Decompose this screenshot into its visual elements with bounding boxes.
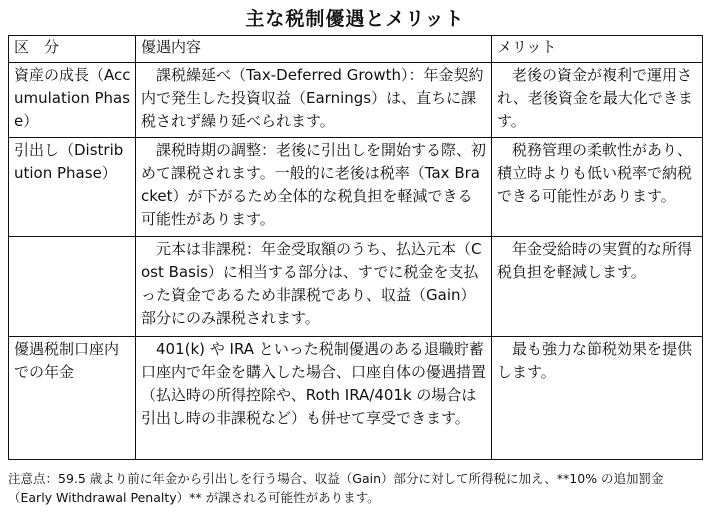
document-title: 主な税制優遇とメリット [245, 8, 465, 30]
table-row [9, 138, 703, 237]
footnote: 注意点：59.5 歳より前に年金から引出しを行う場合、収益（Gain）部分に対して所得税に加え、**10% の追加罰金（Early Withdrawal Penalty）** が課される可能性があります。 [8, 471, 664, 505]
row-category: 資産の成長（Accumulation Phase） [9, 63, 136, 138]
row-merit: 年金受給時の実質的な所得税負担を軽減します。 [492, 237, 703, 337]
row-content: 元本は非課税：年金受取額のうち、払込元本（Cost Basis）に相当する部分は、すでに税金を支払った資金であるため非課税であり、収益（Gain）部分にのみ課税されます。 [136, 237, 492, 337]
row-category: 引出し（Distribution Phase） [9, 138, 136, 237]
row-merit: 老後の資金が複利で運用され、老後資金を最大化できます。 [492, 63, 703, 138]
row-content: 課税時期の調整：老後に引出しを開始する際、初めて課税されます。一般的に老後は税率（Tax Bracket）が下がるため全体的な税負担を軽減できる可能性があります。 [136, 138, 492, 237]
header-content: 優遇内容 [136, 36, 492, 63]
table-row [9, 237, 703, 337]
table-row [9, 63, 703, 138]
header-category: 区 分 [9, 36, 136, 63]
row-category: 優遇税制口座内での年金 [9, 337, 136, 460]
row-content: 401(k) や IRA といった税制優遇のある退職貯蓄口座内で年金を購入した場合、口座自体の優遇措置（払込時の所得控除や、Roth IRA/401k の場合は引出し時の非課税など）も併せて享受できます。 [136, 337, 492, 460]
tax-benefits-table [8, 35, 703, 460]
row-merit: 税務管理の柔軟性があり、積立時よりも低い税率で納税できる可能性があります。 [492, 138, 703, 237]
row-content: 課税繰延べ（Tax-Deferred Growth）：年金契約内で発生した投資収益（Earnings）は、直ちに課税されず繰り延べられます。 [136, 63, 492, 138]
row-merit: 最も強力な節税効果を提供します。 [492, 337, 703, 460]
table-row [9, 337, 703, 460]
row-category [9, 237, 136, 337]
header-merit: メリット [492, 36, 703, 63]
table-header-row [9, 36, 703, 63]
